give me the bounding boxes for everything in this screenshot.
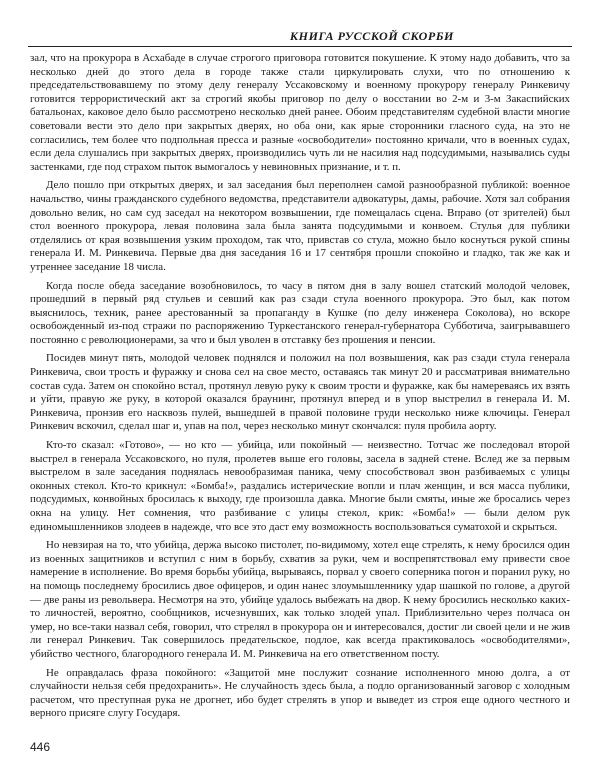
page-number: 446 [30,740,51,754]
paragraph: Дело пошло при открытых дверях, и зал заседания был переполнен самой разнообразной публикой: военное начальство, чины гражданского судебного ведомства, представители адвокатуры, дамы, рабочие. Хотя зал собрания довольно велик, но сам суд заседал на некотором возвышении, где помещалась сцена. Вправо (от зрителей) был стол военного прокурора, левая половина зала была занята подсудимыми и конвоем. Стулья для публики отделялись от края возвышения узким проходом, так что, привстав со стула, можно было коснуться рукой спины генерала И. М. Ринкевича. Первые два дня заседания 16 и 17 сентября прошли спокойно и гладко, так же как и утреннее заседание 18 числа. [30,179,570,273]
paragraph: зал, что на прокурора в Асхабаде в случае строгого приговора готовится покушение. К этому надо добавить, что за несколько дней до этого дела в городе также стали циркулировать слухи, что по отношению к председательствовавшему по этому делу генералу Уссаковскому и военному прокурору генералу Ринкевичу готовится террористический акт за строгий якобы приговор по делу о восстании во 2-м и 3-м Закаспийских батальонах, каковое дело было рассмотрено несколько дней ранее. Обоим представителям судебной власти многие советовали вести это дело при закрытых дверях, но оба они, как ярые сторонники гласного суда, на это не согласились, тем более что подпольная пресса и разные «освободители» постоянно кричали, что в военных судах, если дела слушались при закрытых дверях, производились чуть ли не насилия над подсудимыми, назывались суды застенками, где под страхом пыток вымогалось у невиновных признание, и т. п. [30,52,570,173]
running-header [28,26,572,47]
paragraph: Не оправдалась фраза покойного: «Защитой мне послужит сознание исполненного мною долга, а от случайности нельзя себя предохранить». Не случайность здесь была, а подло организованный заговор с холодным расчетом, что преступная рука не дрогнет, ибо будет стрелять в упор и выведет из строя еще одного честного и верного присяге слугу Государя. [30,666,570,720]
paragraph: Но невзирая на то, что убийца, держа высоко пистолет, по-видимому, хотел еще стрелять, к нему бросился один из военных защитников и вступил с ним в борьбу, схватив за руки, чем и воспрепятствовал ему привести свое намерение в исполнение. Во время борьбы убийца, вырываясь, порвал у своего соперника погон и поранил руку, но на помощь последнему бросились двое офицеров, и один нанес злоумышленнику удар шашкой по голове, а другой — две раны из револьвера. Несмотря на это, убийце удалось выбежать на двор. К нему бросились несколько каких-то личностей, вероятно, сообщников, исчезнувших, как только злодей упал. Приблизительно через полчаса он умер, но все-таки назвал себя, говорил, что стрелял в прокурора он и интересовался, достиг ли своей цели и не жив ли генерал Ринкевич. Так совершилось предательское, подлое, как всегда практиковалось «освободителями», убийство честного, благородного генерала И. М. Ринкевича на его ответственном посту. [30,539,570,660]
paragraph: Посидев минут пять, молодой человек поднялся и положил на пол возвышения, как раз сзади стула генерала Ринкевича, свои трость и фуражку и снова сел на свое место, оставаясь так минут 20 и рассматривая внимательно состав суда. Затем он спокойно встал, протянул левую руку к своим трости и фуражке, как бы намереваясь их взять и уйти, правую же руку, в которой оказался браунинг, протянул вперед и в упор выстрелил в генерала И. М. Ринкевича, пронзив его насквозь пулей, вышедшей в правой половине груди несколько ниже ключицы. Генерал Ринкевич вскочил, сделал шаг и, упав на пол, через несколько минут скончался: пуля пробила аорту. [30,352,570,433]
running-header-title: КНИГА РУССКОЙ СКОРБИ [289,29,454,43]
page-body [30,52,570,726]
paragraph: Кто-то сказал: «Готово», — но кто — убийца, или покойный — неизвестно. Тотчас же последовал второй выстрел в генерала Уссаковского, но пуля, пролетев выше его головы, засела в задней стене. Вслед же за первым выстрелом в зале заседания поднялась невообразимая паника, чему способствовал звон разбиваемых с улицы оконных стекол. Кто-то крикнул: «Бомба!», раздались истерические вопли и плач женщин, и вся масса публики, подсудимых, конвойных бросилась к выходу, где произошла давка. Многие были смяты, иные же бросались через окна на улицу. Нет сомнения, что разбивание с улицы стекол, крик: «Бомба!» — были делом рук единомышленников злодеев в надежде, что все это даст ему возможность воспользоваться суматохой и скрыться. [30,439,570,533]
paragraph: Когда после обеда заседание возобновилось, то часу в пятом дня в залу вошел статский молодой человек, прошедший в первый ряд стульев и севший как раз сзади стула военного прокурора. Это был, как потом выяснилось, техник, ранее арестованный за пропаганду в Кушке (по делу инженера Соколова), но вскоре освобожденный из-под стражи по распоряжению Туркестанского генерал-губернатора Субботича, заигрывавшего постоянно с революционерами, за что и был уволен в отставку без прошения и пенсии. [30,279,570,346]
